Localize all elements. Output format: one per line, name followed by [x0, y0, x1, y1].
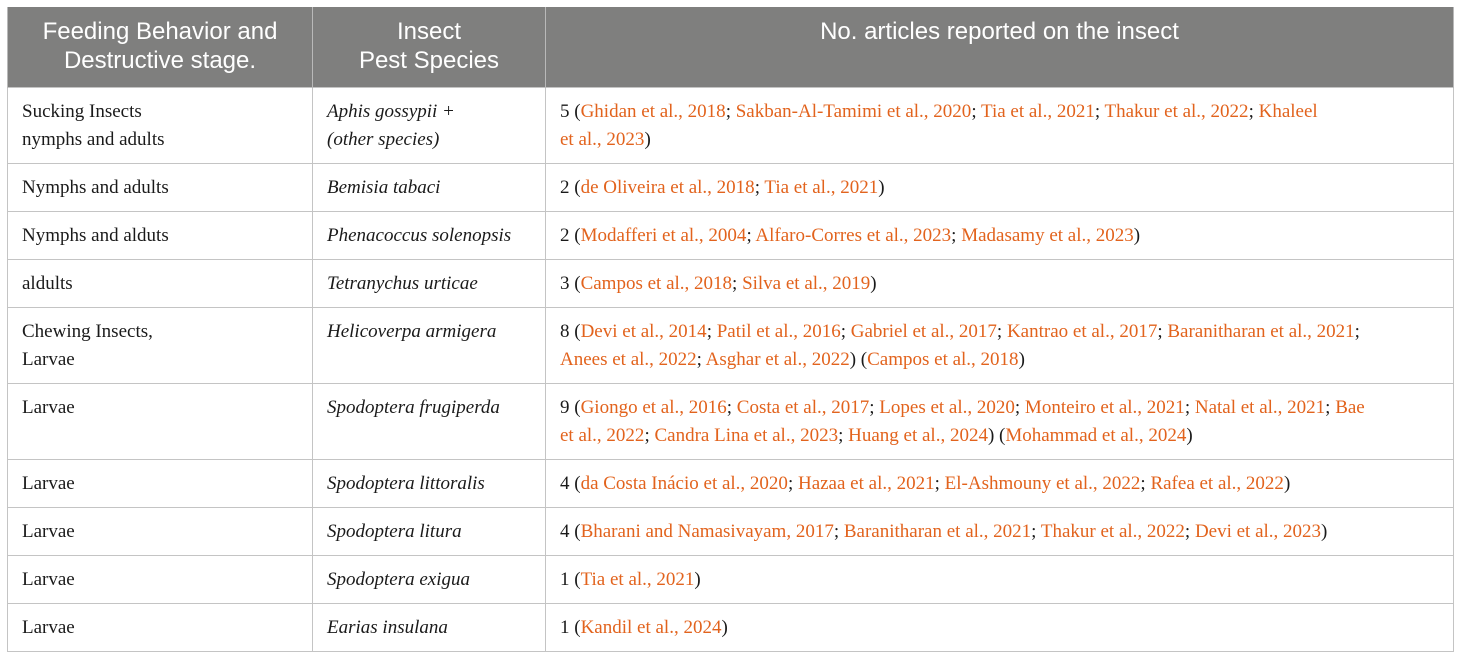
stage-text: Chewing Insects, [22, 320, 153, 342]
table-row [8, 307, 1454, 383]
table-body [8, 87, 1454, 651]
reference-link[interactable]: Candra Lina et al., 2023 [654, 424, 839, 446]
cell-species [313, 259, 546, 307]
reference-link[interactable]: et al., 2022 [560, 424, 645, 446]
citation-line [560, 270, 1445, 298]
table-row [8, 383, 1454, 459]
citation-line [560, 566, 1445, 594]
punctuation: ( [574, 272, 581, 294]
reference-link[interactable]: Lopes et al., 2020 [879, 396, 1015, 418]
table-row [8, 87, 1454, 163]
species-name: Phenacoccus solenopsis [327, 224, 512, 246]
table-row [8, 163, 1454, 211]
species-name: Tetranychus urticae [327, 272, 478, 294]
punctuation: ; [725, 100, 736, 122]
cell-species [313, 163, 546, 211]
cell-species [313, 507, 546, 555]
cell-species [313, 459, 546, 507]
reference-link[interactable]: Baranitharan et al., 2021 [1167, 320, 1355, 342]
table-row [8, 555, 1454, 603]
citation-line [560, 318, 1445, 346]
article-count: 3 [560, 272, 570, 294]
article-count: 5 [560, 100, 570, 122]
article-count: 1 [560, 568, 570, 590]
punctuation: ; [732, 272, 743, 294]
stage-text: Larvae [22, 472, 75, 494]
reference-link[interactable]: Gabriel et al., 2017 [850, 320, 997, 342]
punctuation: ( [574, 100, 581, 122]
punctuation: ; [996, 320, 1007, 342]
header-article-count [546, 7, 1454, 87]
punctuation: ; [706, 320, 717, 342]
stage-text: aldults [22, 272, 73, 294]
cell-article-count [546, 383, 1454, 459]
punctuation: ( [574, 472, 581, 494]
punctuation: ( [574, 320, 581, 342]
reference-link[interactable]: Modafferi et al., 2004 [580, 224, 747, 246]
species-name: Spodoptera litura [327, 520, 462, 542]
reference-link[interactable]: Huang et al., 2024 [848, 424, 988, 446]
header-line: Insect [396, 18, 462, 45]
reference-link[interactable]: Giongo et al., 2016 [580, 396, 727, 418]
reference-link[interactable]: da Costa Inácio et al., 2020 [580, 472, 788, 494]
reference-link[interactable]: Asghar et al., 2022 [705, 348, 850, 370]
reference-link[interactable]: Anees et al., 2022 [560, 348, 697, 370]
reference-link[interactable]: Ghidan et al., 2018 [580, 100, 726, 122]
header-line: Pest Species [358, 47, 500, 74]
punctuation: ; [1184, 396, 1195, 418]
species-name: Spodoptera exigua [327, 568, 471, 590]
header-insect-species [313, 7, 546, 87]
punctuation: ) [1321, 520, 1328, 542]
punctuation: ( [574, 176, 581, 198]
punctuation: ; [869, 396, 880, 418]
cell-feeding-stage [8, 603, 313, 651]
reference-link[interactable]: Rafea et al., 2022 [1150, 472, 1284, 494]
stage-text: Larvae [22, 348, 75, 370]
header-row [8, 7, 1454, 87]
cell-species [313, 307, 546, 383]
stage-text: Nymphs and alduts [22, 224, 169, 246]
reference-link[interactable]: et al., 2023 [560, 128, 645, 150]
cell-feeding-stage [8, 555, 313, 603]
reference-link[interactable]: Thakur et al., 2022 [1040, 520, 1185, 542]
header-feeding-behavior [8, 7, 313, 87]
reference-link[interactable]: Sakban-Al-Tamimi et al., 2020 [735, 100, 972, 122]
table-row [8, 459, 1454, 507]
reference-link[interactable]: El-Ashmouny et al., 2022 [944, 472, 1141, 494]
punctuation: ) [1186, 424, 1193, 446]
reference-link[interactable]: Tia et al., 2021 [580, 568, 695, 590]
punctuation: ; [1157, 320, 1168, 342]
cell-feeding-stage [8, 307, 313, 383]
header-line: No. articles reported on the insect [820, 18, 1179, 45]
punctuation: ; [1248, 100, 1259, 122]
punctuation: ) ( [849, 348, 868, 370]
article-count: 9 [560, 396, 570, 418]
punctuation: ( [574, 616, 581, 638]
reference-link[interactable]: Devi et al., 2023 [1194, 520, 1322, 542]
reference-link[interactable]: Bae [1335, 396, 1365, 418]
article-count: 1 [560, 616, 570, 638]
table-row [8, 259, 1454, 307]
punctuation: ) [1133, 224, 1141, 246]
punctuation: ( [574, 224, 581, 246]
species-name: Spodoptera frugiperda [327, 396, 500, 418]
punctuation: ; [696, 348, 706, 370]
punctuation: ) [1018, 348, 1025, 370]
citation-line [560, 614, 1445, 642]
cell-species [313, 87, 546, 163]
species-name: Aphis gossypii + [327, 100, 455, 122]
reference-link[interactable]: Campos et al., 2018 [867, 348, 1019, 370]
cell-article-count [546, 307, 1454, 383]
punctuation: ; [1031, 520, 1041, 542]
insect-articles-table [7, 7, 1454, 652]
reference-link[interactable]: Bharani and Namasivayam, 2017 [580, 520, 834, 542]
reference-link[interactable]: Campos et al., 2018 [580, 272, 733, 294]
reference-link[interactable]: Khaleel [1258, 100, 1318, 122]
citation-line [560, 518, 1445, 546]
punctuation: ; [833, 520, 844, 542]
cell-article-count [546, 507, 1454, 555]
citation-line [560, 422, 1445, 450]
cell-feeding-stage [8, 459, 313, 507]
reference-link[interactable]: Monteiro et al., 2021 [1024, 396, 1185, 418]
punctuation: ( [574, 520, 581, 542]
reference-link[interactable]: de Oliveira et al., 2018 [580, 176, 755, 198]
stage-text: Larvae [22, 396, 75, 418]
cell-article-count [546, 211, 1454, 259]
punctuation: ; [754, 176, 765, 198]
table-row [8, 507, 1454, 555]
reference-link[interactable]: Mohammad et al., 2024 [1005, 424, 1187, 446]
reference-link[interactable]: Natal et al., 2021 [1194, 396, 1326, 418]
punctuation: ) [870, 272, 877, 294]
stage-text: Nymphs and adults [22, 176, 169, 198]
punctuation: ; [644, 424, 655, 446]
punctuation: ; [840, 320, 851, 342]
reference-link[interactable]: Madasamy et al., 2023 [961, 224, 1134, 246]
species-name: Helicoverpa armigera [327, 320, 497, 342]
cell-species [313, 603, 546, 651]
cell-feeding-stage [8, 383, 313, 459]
cell-article-count [546, 259, 1454, 307]
reference-link[interactable]: Costa et al., 2017 [736, 396, 870, 418]
article-count: 8 [560, 320, 570, 342]
stage-text: Sucking Insects [22, 100, 142, 122]
cell-feeding-stage [8, 163, 313, 211]
citation-line [560, 222, 1445, 250]
cell-feeding-stage [8, 507, 313, 555]
punctuation: ( [574, 568, 581, 590]
stage-text: Larvae [22, 616, 75, 638]
reference-link[interactable]: Tia et al., 2021 [981, 100, 1095, 122]
species-name: Bemisia tabaci [327, 176, 441, 198]
reference-link[interactable]: Baranitharan et al., 2021 [843, 520, 1032, 542]
punctuation: ; [787, 472, 798, 494]
species-name: Earias insulana [327, 616, 448, 638]
punctuation: ; [746, 224, 756, 246]
punctuation: ) [1283, 472, 1291, 494]
punctuation: ) [694, 568, 701, 590]
reference-link[interactable]: Tia et al., 2021 [764, 176, 879, 198]
stage-text: Larvae [22, 568, 75, 590]
reference-link[interactable]: Patil et al., 2016 [716, 320, 841, 342]
stage-text: nymphs and adults [22, 128, 165, 150]
cell-feeding-stage [8, 87, 313, 163]
table-header [8, 7, 1454, 87]
punctuation: ; [726, 396, 737, 418]
citation-line [560, 394, 1445, 422]
punctuation: ; [1140, 472, 1151, 494]
reference-link[interactable]: Kantrao et al., 2017 [1006, 320, 1158, 342]
citation-line [560, 126, 1445, 154]
citation-line [560, 346, 1445, 374]
article-count: 2 [560, 176, 570, 198]
table-row [8, 211, 1454, 259]
citation-line [560, 470, 1445, 498]
header-line: Destructive stage. [63, 47, 257, 74]
cell-species [313, 555, 546, 603]
punctuation: ; [1325, 396, 1336, 418]
reference-link[interactable]: Alfaro-Corres et al., 2023 [755, 224, 952, 246]
cell-article-count [546, 555, 1454, 603]
stage-text: Larvae [22, 520, 75, 542]
cell-article-count [546, 603, 1454, 651]
reference-link[interactable]: Hazaa et al., 2021 [797, 472, 935, 494]
citation-line [560, 98, 1445, 126]
cell-species [313, 211, 546, 259]
reference-link[interactable]: Silva et al., 2019 [742, 272, 871, 294]
citation-line [560, 174, 1445, 202]
reference-link[interactable]: Thakur et al., 2022 [1104, 100, 1249, 122]
punctuation: ) [878, 176, 885, 198]
article-count: 4 [560, 472, 570, 494]
cell-article-count [546, 87, 1454, 163]
punctuation: ; [1184, 520, 1195, 542]
cell-feeding-stage [8, 259, 313, 307]
punctuation: ) [721, 616, 728, 638]
punctuation: ( [574, 396, 581, 418]
article-count: 2 [560, 224, 570, 246]
punctuation: ; [1014, 396, 1025, 418]
reference-link[interactable]: Kandil et al., 2024 [580, 616, 722, 638]
punctuation: ; [838, 424, 849, 446]
punctuation: ; [1354, 320, 1360, 342]
cell-species [313, 383, 546, 459]
punctuation: ) ( [987, 424, 1006, 446]
species-name: Spodoptera littoralis [327, 472, 485, 494]
punctuation: ) [644, 128, 651, 150]
cell-article-count [546, 163, 1454, 211]
punctuation: ; [971, 100, 981, 122]
species-name: (other species) [327, 128, 440, 150]
header-line: Feeding Behavior and [42, 18, 278, 45]
punctuation: ; [951, 224, 962, 246]
punctuation: ; [934, 472, 945, 494]
reference-link[interactable]: Devi et al., 2014 [580, 320, 707, 342]
table-row [8, 603, 1454, 651]
article-count: 4 [560, 520, 570, 542]
cell-article-count [546, 459, 1454, 507]
cell-feeding-stage [8, 211, 313, 259]
punctuation: ; [1094, 100, 1105, 122]
